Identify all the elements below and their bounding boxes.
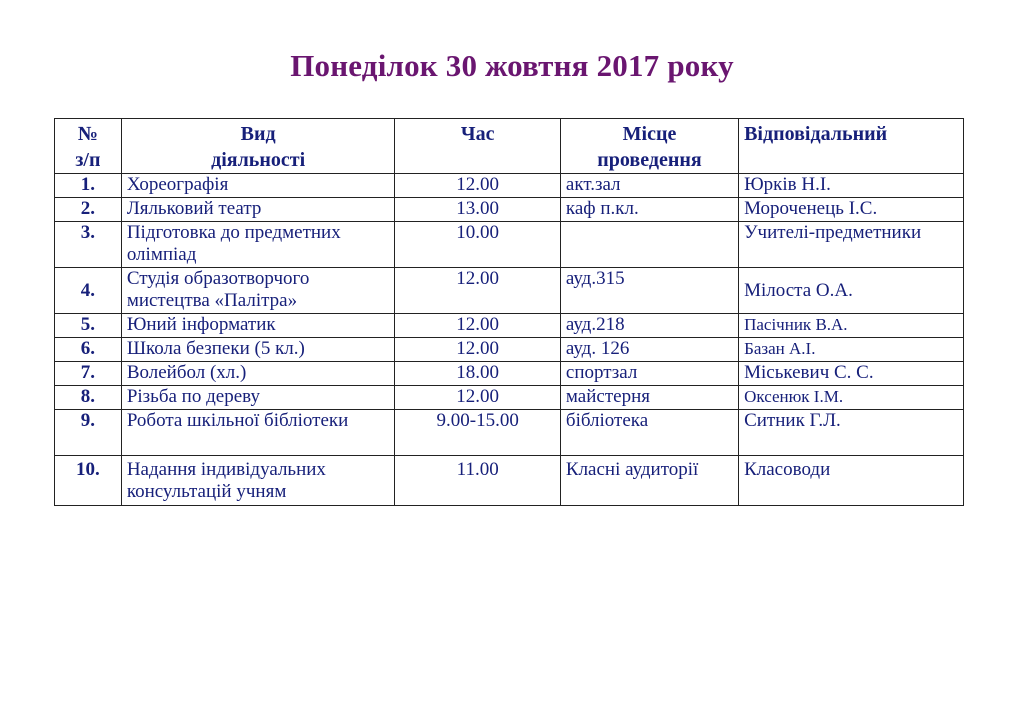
table-row	[55, 410, 964, 456]
row-place: бібліотека	[560, 410, 738, 456]
row-responsible: Юрків Н.І.	[739, 174, 964, 198]
header-time	[395, 119, 560, 174]
row-number: 10.	[55, 456, 122, 506]
row-place: майстерня	[560, 386, 738, 410]
table-row	[55, 198, 964, 222]
row-activity: Ляльковий театр	[121, 198, 395, 222]
row-number: 7.	[55, 362, 122, 386]
row-number: 3.	[55, 222, 122, 268]
row-place: каф п.кл.	[560, 198, 738, 222]
header-place	[560, 119, 738, 174]
table-row	[55, 456, 964, 506]
row-number: 9.	[55, 410, 122, 456]
row-time: 11.00	[395, 456, 560, 506]
row-place: спортзал	[560, 362, 738, 386]
row-number: 4.	[55, 268, 122, 314]
row-time: 12.00	[395, 386, 560, 410]
row-activity: Юний інформатик	[121, 314, 395, 338]
row-place: Класні аудиторії	[560, 456, 738, 506]
row-responsible: Міськевич С. С.	[739, 362, 964, 386]
row-time: 9.00-15.00	[395, 410, 560, 456]
table-row	[55, 268, 964, 314]
header-responsible-label: Відповідальний	[744, 123, 888, 145]
row-place: ауд. 126	[560, 338, 738, 362]
row-time: 12.00	[395, 268, 560, 314]
row-activity: Школа безпеки (5 кл.)	[121, 338, 395, 362]
row-activity: Студія образотворчого мистецтва «Палітра»	[121, 268, 395, 314]
row-activity: Різьба по дереву	[121, 386, 395, 410]
row-number: 8.	[55, 386, 122, 410]
header-responsible	[739, 119, 964, 174]
table-row	[55, 362, 964, 386]
row-time: 12.00	[395, 338, 560, 362]
row-activity: Волейбол (хл.)	[121, 362, 395, 386]
row-responsible: Мілоста О.А.	[739, 268, 964, 314]
header-activity	[121, 119, 395, 174]
header-activity-line2: діяльності	[211, 149, 306, 171]
row-time: 13.00	[395, 198, 560, 222]
row-number: 5.	[55, 314, 122, 338]
row-time: 12.00	[395, 314, 560, 338]
row-responsible: Класоводи	[739, 456, 964, 506]
header-place-line1: Місце	[622, 123, 677, 145]
table-header-row	[55, 119, 964, 174]
row-activity: Хореографія	[121, 174, 395, 198]
row-place	[560, 222, 738, 268]
row-responsible: Базан А.І.	[739, 338, 964, 362]
row-responsible: Оксенюк І.М.	[739, 386, 964, 410]
header-number	[55, 119, 122, 174]
row-responsible: Пасічник В.А.	[739, 314, 964, 338]
row-number: 6.	[55, 338, 122, 362]
row-activity: Робота шкільної бібліотеки	[121, 410, 395, 456]
table-row	[55, 338, 964, 362]
table-row	[55, 314, 964, 338]
header-activity-line1: Вид	[240, 123, 276, 145]
header-number-line1: №	[77, 123, 98, 145]
row-responsible: Ситник Г.Л.	[739, 410, 964, 456]
row-time: 18.00	[395, 362, 560, 386]
row-number: 1.	[55, 174, 122, 198]
row-time: 10.00	[395, 222, 560, 268]
table-row	[55, 222, 964, 268]
table-row	[55, 174, 964, 198]
page-title: Понеділок 30 жовтня 2017 року	[290, 48, 734, 83]
row-place: ауд.315	[560, 268, 738, 314]
table-row	[55, 386, 964, 410]
header-time-label: Час	[460, 123, 495, 145]
row-place: акт.зал	[560, 174, 738, 198]
row-responsible: Учителі-предметники	[739, 222, 964, 268]
row-activity: Надання індивідуальних консультацій учням	[121, 456, 395, 506]
row-number: 2.	[55, 198, 122, 222]
row-place: ауд.218	[560, 314, 738, 338]
row-activity: Підготовка до предметних олімпіад	[121, 222, 395, 268]
header-number-line2: з/п	[75, 149, 101, 171]
row-responsible: Мороченець І.С.	[739, 198, 964, 222]
schedule-table	[54, 118, 964, 506]
row-time: 12.00	[395, 174, 560, 198]
header-place-line2: проведення	[597, 149, 702, 171]
